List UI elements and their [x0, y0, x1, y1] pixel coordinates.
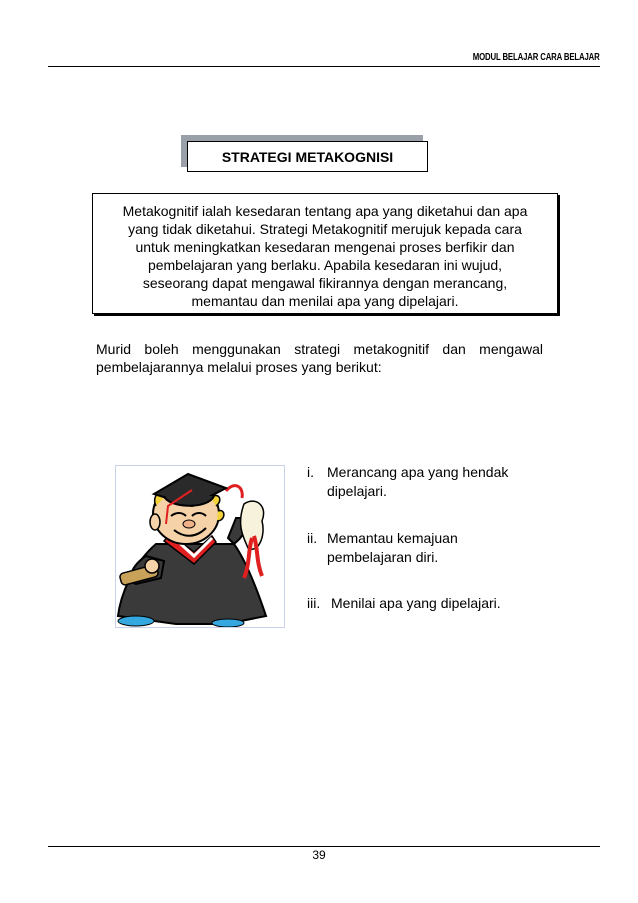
definition-line: Metakognitif ialah kesedaran tentang apa yang diketahui dan apa [122, 203, 528, 219]
list-text-line: Memantau kemajuan [327, 530, 458, 546]
list-text-line: Merancang apa yang hendak [327, 464, 509, 480]
list-text-line: pembelajaran diri. [327, 549, 439, 565]
list-text-line: Menilai apa yang dipelajari. [331, 595, 501, 611]
list-text [327, 529, 557, 567]
definition-line: untuk meningkatkan kesedaran mengenai proses berfikir dan [135, 239, 515, 255]
definition-line: seseorang dapat mengawal fikirannya dengan merancang, [142, 275, 508, 291]
intro-line: pembelajarannya melalui proses yang berikut: [96, 359, 382, 375]
footer-divider [48, 846, 600, 847]
list-text [327, 463, 557, 501]
definition-box [92, 193, 558, 314]
header-divider [48, 66, 600, 67]
list-text-line: dipelajari. [327, 483, 387, 499]
page-number: 39 [312, 848, 326, 862]
intro-paragraph [96, 340, 543, 376]
list-marker: iii. [307, 595, 321, 611]
definition-line: pembelajaran yang berlaku. Apabila kesedaran ini wujud, [147, 257, 503, 273]
running-header: MODUL BELAJAR CARA BELAJAR [473, 52, 600, 63]
definition-line: yang tidak diketahui. Strategi Metakognitif merujuk kepada cara [128, 221, 522, 237]
definition-line: memantau dan menilai apa yang dipelajari. [191, 293, 459, 309]
graduate-illustration [115, 465, 285, 628]
graduate-cartoon-icon [116, 466, 284, 627]
list-marker: i. [307, 464, 314, 480]
intro-line: Murid boleh menggunakan strategi metakognitif dan mengawal [96, 341, 543, 357]
list-marker: ii. [307, 530, 318, 546]
section-title: STRATEGI METAKOGNISI [187, 141, 428, 172]
list-text [331, 594, 561, 613]
